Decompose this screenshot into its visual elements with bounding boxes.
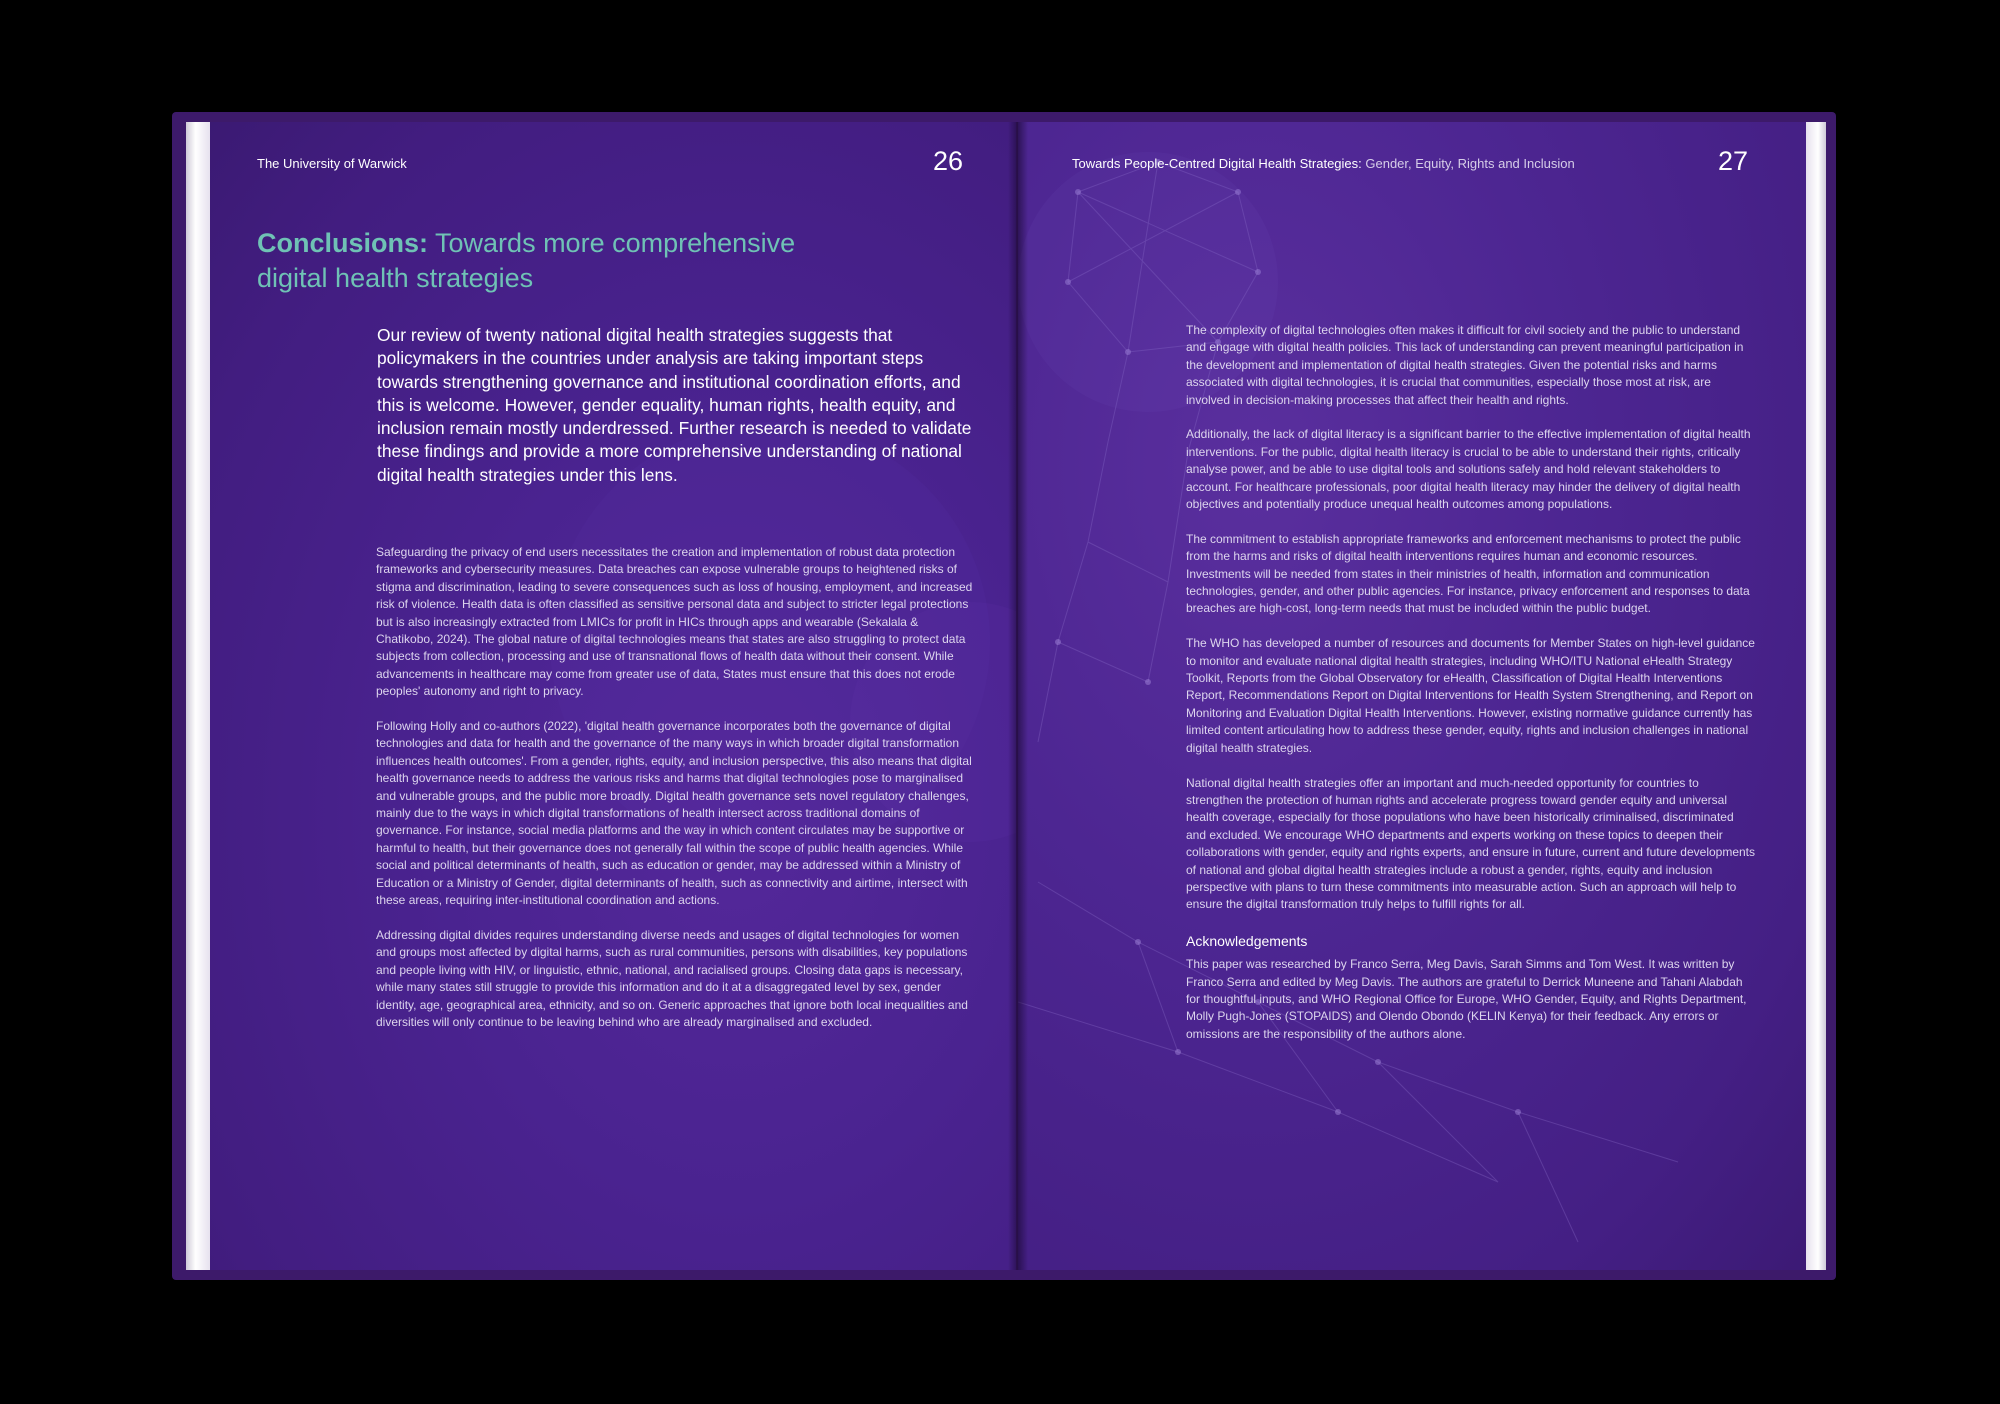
acknowledgements-heading: Acknowledgements — [1186, 933, 1308, 950]
body-text-left — [376, 544, 976, 1049]
running-head: The University of Warwick — [257, 156, 407, 171]
title-rest: Towards more comprehensive digital health strategies — [257, 228, 796, 293]
paragraph: The WHO has developed a number of resources and documents for Member States on high-level guidance to monitor and evaluate national digital health strategies, including WHO/ITU National eHealth Strategy Toolkit, Reports from the Global Observatory for eHealth, Classification of Digital Health Interventions Report, Recommendations Report on Digital Interventions for Health System Strengthening, and Report on Monitoring and Evaluation Digital Health Interventions. However, existing normative guidance currently has limited content articulating how to address these gender, equity, rights and inclusion challenges in national digital health strategies. — [1186, 636, 1755, 755]
paragraph: Addressing digital divides requires understanding diverse needs and usages of digital technologies for women and groups most affected by digital harms, such as rural communities, persons with disabilities, key populations and people living with HIV, or linguistic, ethnic, national, and racialised groups. Closing data gaps is necessary, while many states still struggle to provide this information and do it at a disaggregated level by sex, gender identity, age, geographical area, ethnicity, and so on. Generic approaches that ignore both local inequalities and diversities will only continue to be leaving behind who are already marginalised and excluded. — [376, 927, 968, 1029]
left-page — [210, 122, 1016, 1270]
paragraph: Safeguarding the privacy of end users necessitates the creation and implementation of robust data protection frameworks and cybersecurity measures. Data breaches can expose vulnerable groups to heightened risks of stigma and discrimination, leading to severe consequences such as loss of housing, employment, and increased risk of violence. Health data is often classified as sensitive personal data and subject to stricter legal protections but is also increasingly extracted from LMICs for profit in HICs through apps and wearable (Sekalala & Chatikobo, 2024). The global nature of digital technologies means that states are also struggling to protect data subjects from collection, processing and use of transnational flows of health data without their consent. While advancements in healthcare may come from greater use of data, States must ensure that this does not erode peoples' autonomy and right to privacy. — [376, 545, 973, 699]
book-spine — [1008, 122, 1028, 1270]
page-number: 27 — [1718, 146, 1749, 176]
paragraph: Additionally, the lack of digital literacy is a significant barrier to the effective implementation of digital health interventions. For the public, digital health literacy is crucial to be able to understand their rights, critically analyse power, and be able to use digital tools and solutions safely and hold relevant stakeholders to account. For healthcare professionals, poor digital health literacy may hinder the delivery of digital health objectives and potentially produce unequal health outcomes among populations. — [1186, 427, 1751, 512]
paragraph: The commitment to establish appropriate frameworks and enforcement mechanisms to protect the public from the harms and risks of digital health interventions requires human and economic resources. Investments will be needed from states in their ministries of health, information and communication technologies, gender, and other public agencies. For instance, privacy enforcement and responses to data breaches are high-cost, long-term needs that must be included within the public budget. — [1186, 531, 1750, 616]
right-page — [1018, 122, 1806, 1270]
paragraph: Following Holly and co-authors (2022), 'digital health governance incorporates both the governance of digital technologies and data for health and the governance of the many ways in which broader digital transformation influences health outcomes'. From a gender, rights, equity, and inclusion perspective, this also means that digital health governance needs to address the various risks and harms that digital technologies pose to marginalised and vulnerable groups, and the public more broadly. Digital health governance sets novel regulatory challenges, mainly due to the ways in which digital transformations of health intersect across traditional domains of governance. For instance, social media platforms and the way in which content circulates may be supportive or harmful to health, but their governance does not generally fall within the scope of public health agencies. While social and political determinants of health, such as education or gender, may be addressed within a Ministry of Education or a Ministry of Gender, digital determinants of health, such as connectivity and airtime, intersect with these areas, requiring inter-institutional coordination and actions. — [376, 719, 972, 908]
body-text-right — [1186, 322, 1756, 1061]
paragraph: The complexity of digital technologies often makes it difficult for civil society and the public to understand and engage with digital health policies. This lack of understanding can prevent meaningful participation in the development and implementation of digital health strategies. Given the potential risks and harms associated with digital technologies, it is crucial that communities, especially those most at risk, are involved in decision-making processes that affect their health and rights. — [1186, 323, 1744, 407]
page-title — [257, 226, 817, 296]
paragraph: National digital health strategies offer an important and much-needed opportunity for countries to strengthen the protection of human rights and accelerate progress toward gender equity and universal health coverage, especially for those populations who have been historically criminalised, discriminated and excluded. We encourage WHO departments and experts working on these topics to deepen their collaborations with gender, equity and rights experts, and ensure in future, current and future developments of national and global digital health strategies include a robust a gender, rights, equity and inclusion perspective with plans to turn these commitments into measurable action. Such an approach will help to ensure the digital transformation truly helps to fulfill rights for all. — [1186, 775, 1756, 912]
page-edge-right — [1806, 122, 1826, 1270]
lead-paragraph: Our review of twenty national digital health strategies suggests that policymakers in the countries under analysis are taking important steps towards strengthening governance and institutional coordination efforts, and this is welcome. However, gender equality, human rights, health equity, and inclusion remain mostly underdressed. Further research is needed to validate these findings and provide a more comprehensive understanding of national digital health strategies under this lens. — [377, 325, 972, 485]
title-bold: Conclusions: — [257, 228, 429, 258]
running-head-bold: Towards People-Centred Digital Health Strategies: — [1072, 156, 1362, 171]
page-number: 26 — [933, 146, 964, 176]
page-edge-left — [186, 122, 210, 1270]
running-head — [1072, 156, 1575, 171]
acknowledgements-text: This paper was researched by Franco Serra, Meg Davis, Sarah Simms and Tom West. It was written by Franco Serra and edited by Meg Davis. The authors are grateful to Derrick Muneene and Tahani Alabdah for thoughtful inputs, and WHO Regional Office for Europe, WHO Gender, Equity, and Rights Department, Molly Pugh-Jones (STOPAIDS) and Olendo Obondo (KELIN Kenya) for their feedback. Any errors or omissions are the responsibility of the authors alone. — [1186, 957, 1747, 1041]
running-head-light: Gender, Equity, Rights and Inclusion — [1361, 156, 1575, 171]
